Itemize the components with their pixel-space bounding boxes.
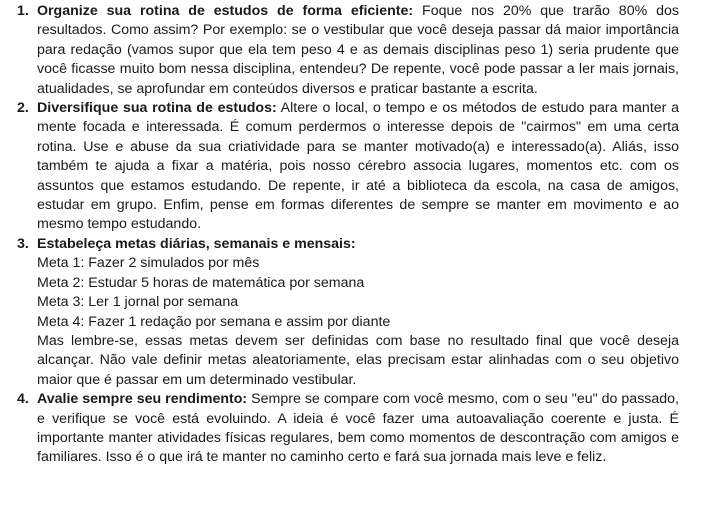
goal-line: Meta 1: Fazer 2 simulados por mês [37, 255, 260, 272]
list-item-evaluate [0, 390, 701, 468]
goals-closing-text: Mas lembre-se, essas metas devem ser definidas com base no resultado final que você deseja alcançar. Não vale definir metas aleatoriamente, elas precisam estar alinhadas com o seu objetivo maior que é passar em um determinado vestibular. [37, 332, 679, 388]
item-number: 2. [17, 100, 29, 117]
item-text: Foque nos 20% que trarão 80% dos resultados. Como assim? Por exemplo: se o vestibular que você deseja passar dá maior importância para redação (vamos supor que ela tem peso 4 e as demais disciplinas peso 1) seria prudente que você ficasse muito bom nessa disciplina, entendeu? De repente, você pode passar a ler mais jornais, atualidades, se aprofundar em conteúdos diversos e praticar bastante a escrita. [37, 3, 679, 97]
item-heading: Estabeleça metas diárias, semanais e mensais: [37, 235, 356, 252]
goal-line: Meta 3: Ler 1 jornal por semana [37, 294, 239, 311]
item-text: Sempre se compare com você mesmo, com o seu "eu" do passado, e verifique se você está evoluindo. A ideia é você fazer uma autoavaliação coerente e justa. É importante manter atividades físicas regulares, bem como momentos de descontração com amigos e familiares. Isso é o que irá te manter no caminho certo e fará sua jornada mais leve e feliz. [37, 391, 680, 466]
list-item-diversify [0, 99, 701, 235]
item-heading: Organize sua rotina de estudos de forma eficiente: [37, 3, 414, 19]
tips-list [0, 2, 701, 468]
document-body [0, 2, 701, 468]
item-heading: Avalie sempre seu rendimento: [37, 391, 248, 408]
item-number: 1. [17, 3, 29, 19]
item-heading: Diversifique sua rotina de estudos: [37, 100, 277, 117]
item-number: 3. [17, 235, 29, 252]
list-item-goals [0, 235, 701, 390]
goal-line: Meta 2: Estudar 5 horas de matemática por semana [37, 274, 365, 291]
list-item-organize [0, 2, 701, 99]
goal-line: Meta 4: Fazer 1 redação por semana e assim por diante [37, 313, 391, 330]
item-number: 4. [17, 391, 29, 408]
item-text: Altere o local, o tempo e os métodos de estudo para manter a mente focada e interessada. É comum perdermos o interesse depois de "cairmos" em uma certa rotina. Use e abuse da sua criatividade para se manter motivado(a) e interessado(a). Aliás, isso também te ajuda a fixar a matéria, pois nosso cérebro associa lugares, momentos etc. com os assuntos que estamos estudando. De repente, ir até a biblioteca da escola, na casa de amigos, estudar em grupo. Enfim, pense em formas diferentes de sempre se manter em movimento e ao mesmo tempo estudando. [37, 100, 680, 233]
